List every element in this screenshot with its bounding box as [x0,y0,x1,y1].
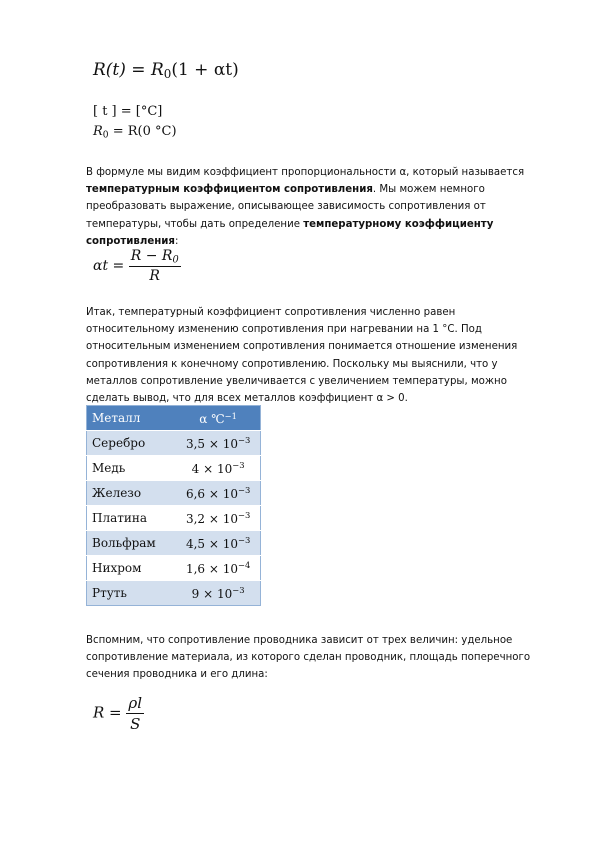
table-row [87,556,261,581]
coef-exponent: −4 [238,560,251,570]
table-row [87,481,261,506]
formula-alpha-lhs: αt = [93,258,125,275]
metal-name: Вольфрам [87,531,177,556]
r0-rhs: = R(0 °C) [108,124,177,139]
para1-text-1: В формуле мы видим коэффициент пропорциональности α, который называется [86,167,525,178]
para1-text-2: . Мы можем немного преобразовать выражение, описывающее зависимость сопротивления от температуры, чтобы дать определение [86,184,486,230]
coef-exponent: −3 [238,485,251,495]
formula-r-denominator: S [130,715,141,733]
coef-mantissa: 1,6 × 10 [185,562,238,576]
coef-exponent: −3 [238,510,251,520]
coef-mantissa: 6,6 × 10 [185,487,238,501]
header-metal: Металл [87,406,177,431]
metal-name: Железо [87,481,177,506]
r0-sub: 0 [102,130,109,141]
paragraph-resistance-factors [86,632,536,684]
para2-text: Итак, температурный коэффициент сопротивления численно равен относительному изменению сопротивления при нагревании на 1 °С. Под относительным изменением сопротивления понимается отношение изменения сопротивления к конечному сопротивлению. Поскольку мы выяснили, что у металлов сопротивление увеличивается с увеличением температуры, можно сделать вывод, что для всех металлов коэффициент α > 0. [86,307,518,405]
metal-coefficient [176,531,260,556]
coef-exponent: −3 [232,585,245,595]
metal-coefficient [176,456,260,481]
paragraph-coefficient-explanation [86,304,536,407]
para3-text: Вспомним, что сопротивление проводника зависит от трех величин: удельное сопротивление материала, из которого сделан проводник, площадь поперечного сечения проводника и его длина: [86,635,531,681]
coef-mantissa: 3,5 × 10 [185,437,238,451]
formula-alpha-num-sub: 0 [172,254,179,266]
metal-name: Серебро [87,431,177,456]
coef-mantissa: 9 × 10 [191,587,233,601]
coef-mantissa: 3,2 × 10 [185,512,238,526]
metal-coefficient [176,581,260,606]
formula-alpha-numerator [129,248,181,267]
metal-coefficient [176,481,260,506]
table-row [87,581,261,606]
para1-bold-2: температурному коэффициенту сопротивления [86,218,494,247]
formula-alpha-definition [93,248,181,284]
formula-alpha-denominator: R [149,268,160,285]
formula-alpha-num-a: R − R [130,248,173,264]
metal-name: Платина [87,506,177,531]
metal-name: Медь [87,456,177,481]
formula-r-numerator: ρl [128,694,143,712]
table-row [87,456,261,481]
header-alpha [176,406,260,431]
para1-text-3: : [174,235,179,247]
table-row [87,531,261,556]
formula-r-lhs: R = [93,703,122,722]
formula-alpha-fraction [129,248,181,284]
paragraph-coefficient-intro [86,164,536,250]
units-line [93,104,162,119]
header-alpha-text: α ℃ [199,411,225,426]
metal-coefficient [176,506,260,531]
coef-mantissa: 4 × 10 [191,462,233,476]
r0-lhs: R [93,124,103,139]
table-row [87,506,261,531]
metal-coefficient [176,556,260,581]
formula-resistance-geometry [93,694,144,733]
formula-main-lhs: R(t) = R [93,60,164,80]
metal-name: Ртуть [87,581,177,606]
coef-exponent: −3 [232,460,245,470]
table-header-row [87,406,261,431]
para1-bold-1: температурным коэффициентом сопротивления [86,184,373,196]
metal-coefficient [176,431,260,456]
formula-r-fraction [126,694,144,733]
coef-mantissa: 4,5 × 10 [185,537,238,551]
table-row [87,431,261,456]
metal-name: Нихром [87,556,177,581]
header-alpha-sup: −1 [224,410,237,421]
formula-main-sub: 0 [163,66,172,81]
coef-exponent: −3 [238,535,251,545]
coef-exponent: −3 [238,435,251,445]
r0-definition [93,124,177,140]
metals-coefficient-table [86,405,261,606]
formula-resistance-temperature [93,60,239,81]
units-text: [ t ] = [°C] [93,104,163,119]
formula-main-rhs: (1 + αt) [171,60,239,80]
